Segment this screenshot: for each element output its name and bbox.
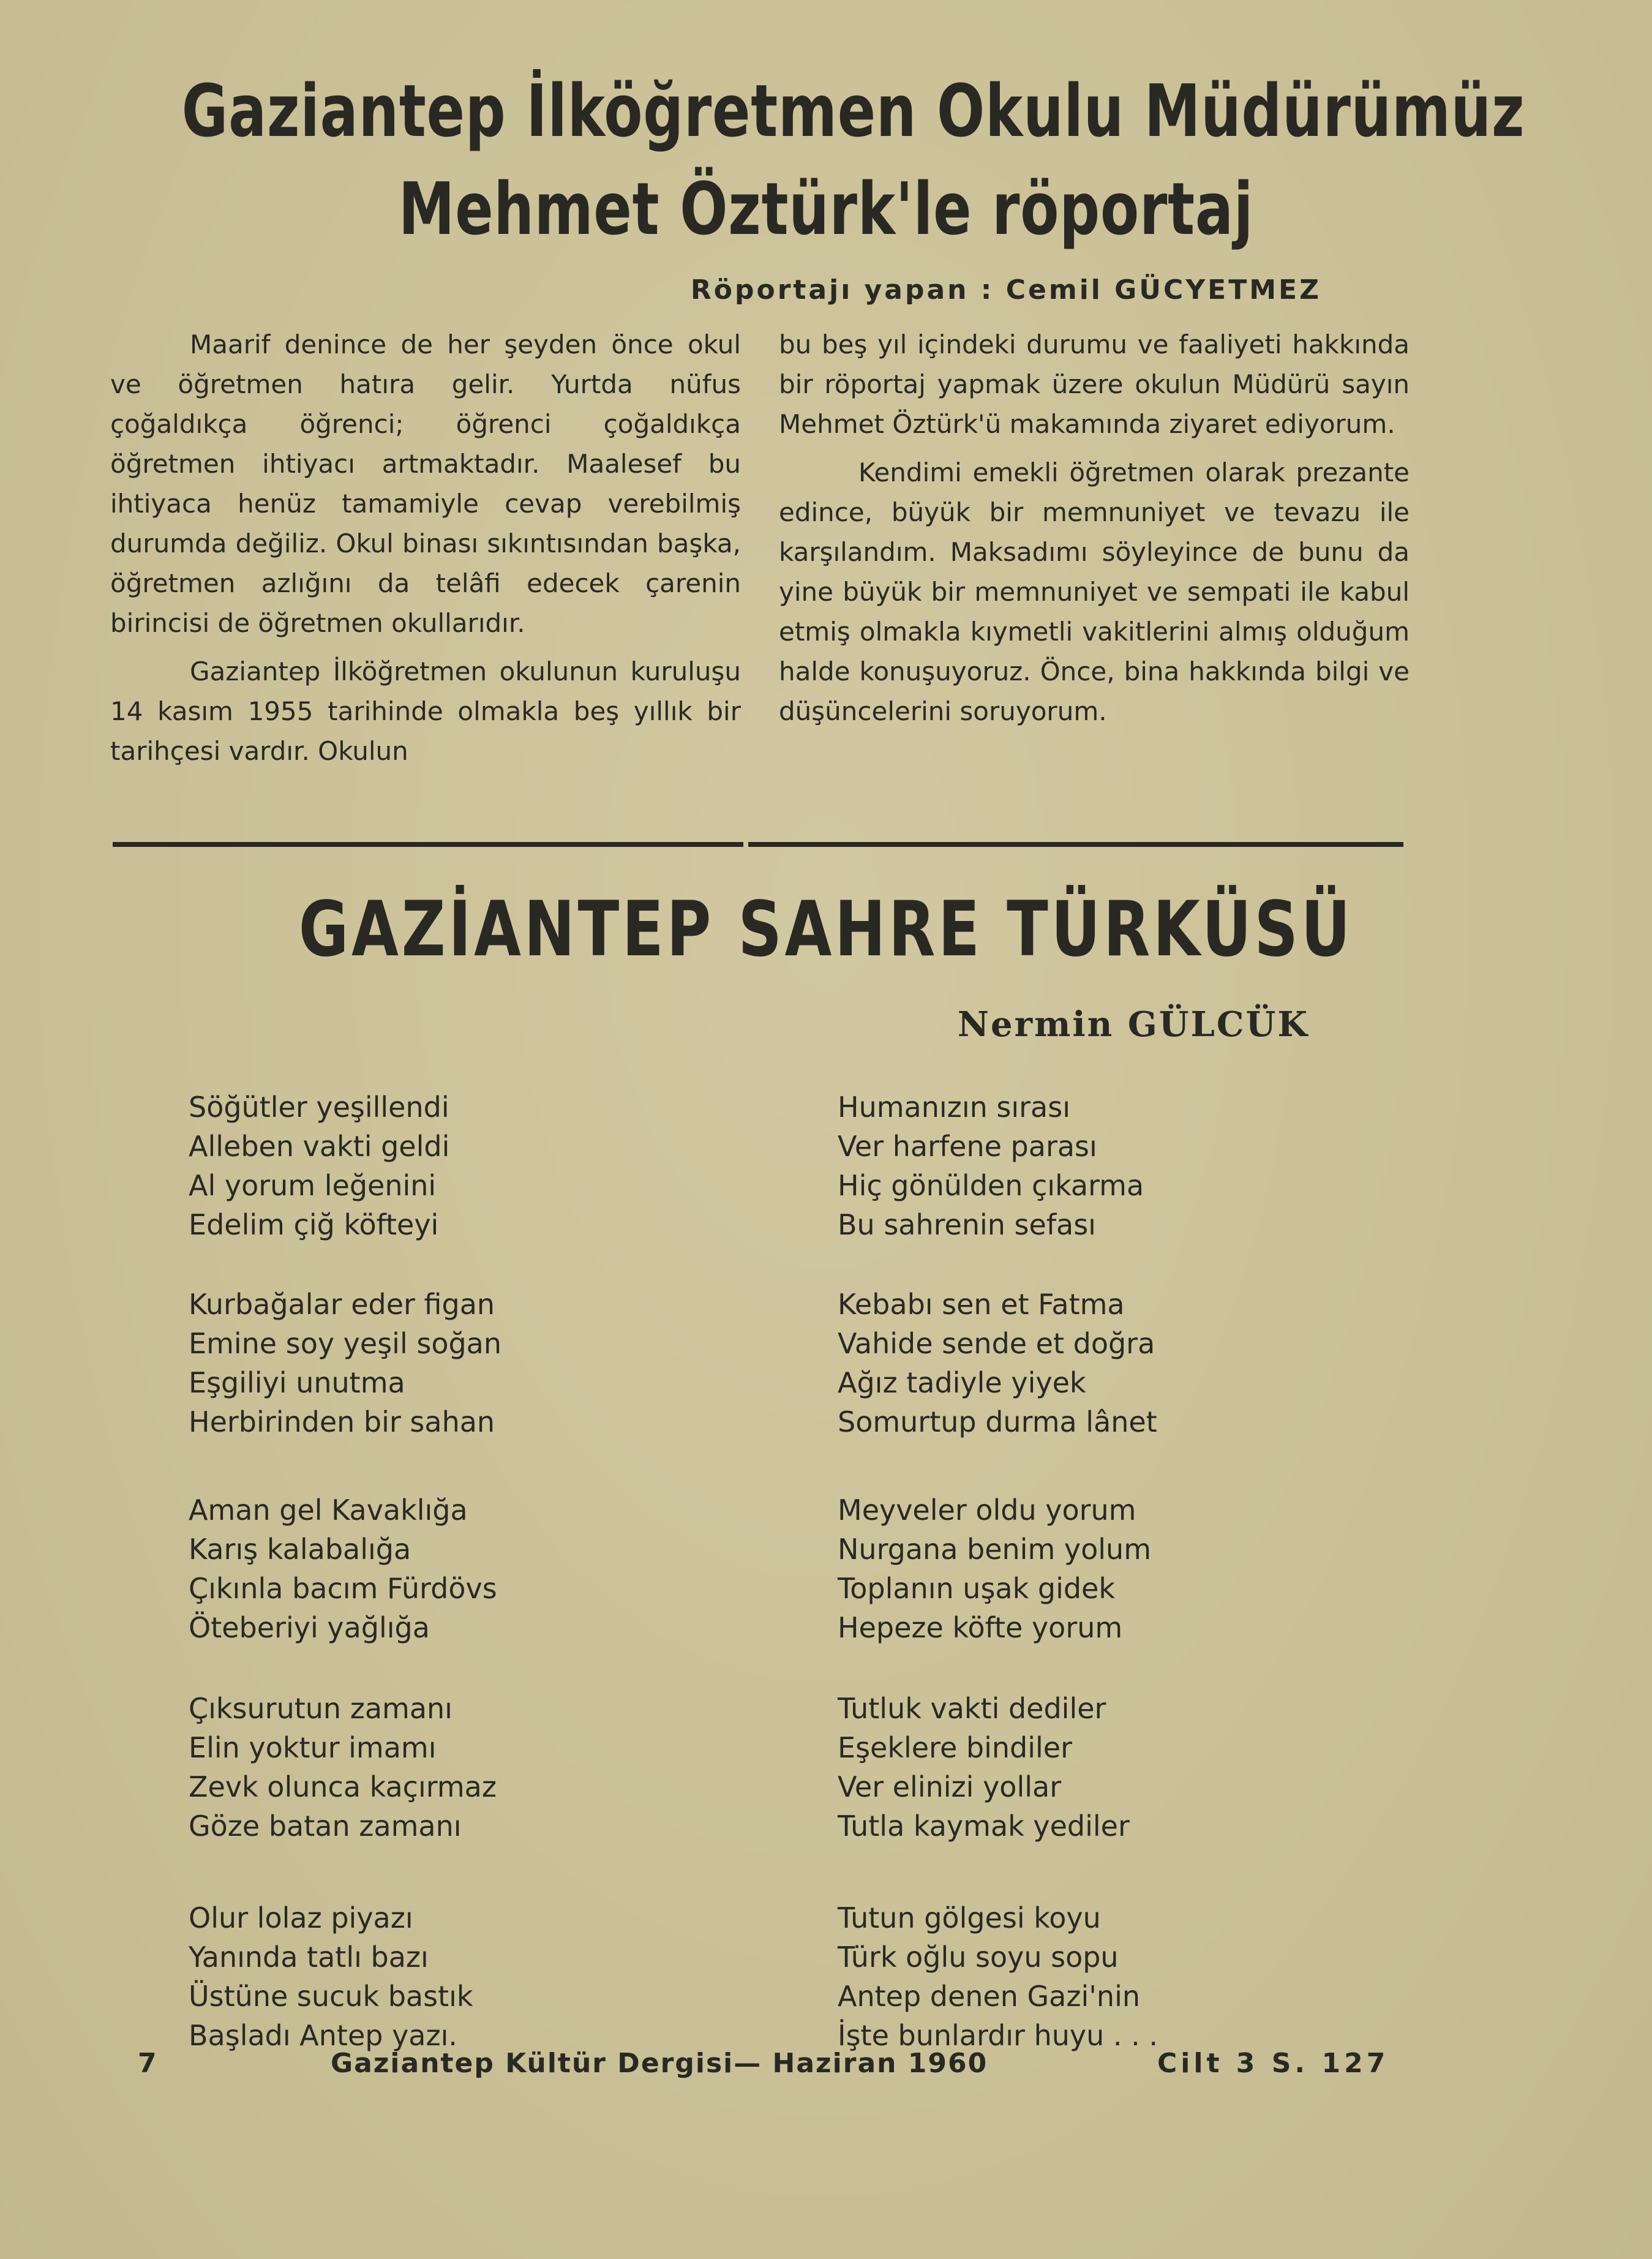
poem-line: Meyveler oldu yorum	[838, 1494, 1136, 1527]
poem-line: Al yorum leğenini	[189, 1169, 437, 1202]
article-byline: Röportajı yapan : Cemil GÜCYETMEZ	[690, 274, 1321, 306]
poem-stanza	[189, 1689, 740, 1846]
article-paragraph: Maarif denince de her şeyden önce okul ve öğretmen hatıra gelir. Yurtda nüfus çoğaldıkça öğrenci; öğrenci çoğaldıkça öğretmen ihtiyacı artmaktadır. Maalesef bu ihtiyaca henüz tamamiyle cevap verebilmiş durumda değiliz. Okul binası sıkıntısından başka, öğretmen azlığını da telâfi edecek çarenin birincisi de öğretmen okullarıdır.	[110, 329, 741, 638]
poem-line: Türk oğlu soyu sopu	[838, 1941, 1119, 1974]
volume-number: Cilt 3 S. 127	[1157, 2048, 1389, 2079]
poem-line: Eşgiliyi unutma	[189, 1366, 405, 1399]
poem-line: Ver harfene parası	[838, 1130, 1097, 1163]
poem-line: Başladı Antep yazı.	[189, 2019, 458, 2052]
poem-line: Eşeklere bindiler	[838, 1731, 1072, 1764]
poem-line: Edelim çiğ köfteyi	[189, 1208, 439, 1241]
poem-stanza	[189, 1898, 740, 2055]
poem-line: Toplanın uşak gidek	[838, 1572, 1115, 1605]
poem-stanza	[838, 1285, 1389, 1441]
article-title-line-1: Gaziantep İlköğretmen Okulu Müdürümüz	[181, 69, 1525, 153]
poem-line: Karış kalabalığa	[189, 1533, 411, 1566]
poem-line: Herbirinden bir sahan	[189, 1405, 495, 1438]
poem-stanza	[189, 1285, 740, 1441]
poem-stanza	[838, 1490, 1389, 1647]
poem-line: Zevk olunca kaçırmaz	[189, 1770, 497, 1803]
poem-line: Tutun gölgesi koyu	[838, 1901, 1101, 1934]
poem-line: Tutluk vakti dediler	[838, 1692, 1106, 1725]
poem-stanza	[838, 1088, 1389, 1244]
poem-line: Alleben vakti geldi	[189, 1130, 450, 1163]
poem-line: Aman gel Kavaklığa	[189, 1494, 468, 1527]
poem-line: Elin yoktur imamı	[189, 1731, 437, 1764]
section-divider-left	[113, 842, 743, 847]
poem-line: Nurgana benim yolum	[838, 1533, 1151, 1566]
poem-line: Göze batan zamanı	[189, 1810, 462, 1843]
poem-line: Çıkınla bacım Fürdövs	[189, 1572, 497, 1605]
article-title-line-2: Mehmet Öztürk'le röportaj	[398, 167, 1254, 251]
magazine-issue: Gaziantep Kültür Dergisi— Haziran 1960	[331, 2048, 988, 2079]
poem-line: Olur lolaz piyazı	[189, 1901, 413, 1934]
poem-title: GAZİANTEP SAHRE TÜRKÜSÜ	[298, 885, 1354, 974]
poem-line: Vahide sende et doğra	[838, 1327, 1155, 1360]
article-paragraph: Kendimi emekli öğretmen olarak prezante edince, büyük bir memnuniyet ve tevazu ile karşılandım. Maksadımı söyleyince de bunu da yine büyük bir memnuniyet ve sempati ile kabul etmiş olmakla kıymetli vakitlerini almış olduğum halde konuşuyoruz. Önce, bina hakkında bilgi ve düşüncelerini soruyorum.	[779, 457, 1410, 726]
poem-line: Yanında tatlı bazı	[189, 1941, 429, 1974]
poem-line: Kebabı sen et Fatma	[838, 1288, 1125, 1321]
poem-line: Bu sahrenin sefası	[838, 1208, 1096, 1241]
article-paragraph: Gaziantep İlköğretmen okulunun kuruluşu 14 kasım 1955 tarihinde olmakla beş yıllık bir tarihçesi vardır. Okulun	[110, 656, 741, 766]
poem-line: Antep denen Gazi'nin	[838, 1980, 1141, 2013]
section-divider-right	[748, 842, 1403, 847]
poem-stanza	[838, 1689, 1389, 1846]
poem-stanza	[838, 1898, 1389, 2055]
article-paragraph: bu beş yıl içindeki durumu ve faaliyeti hakkında bir röportaj yapmak üzere okulun Müdürü sayın Mehmet Öztürk'ü makamında ziyaret ediyorum.	[779, 329, 1410, 439]
poem-line: Öteberiyi yağlığa	[189, 1611, 430, 1644]
poem-line: Hepeze köfte yorum	[838, 1611, 1123, 1644]
poem-stanza	[189, 1490, 740, 1647]
poem-stanza	[189, 1088, 740, 1244]
poem-line: Hiç gönülden çıkarma	[838, 1169, 1144, 1202]
article-left-column	[110, 325, 741, 780]
poem-line: Humanızın sırası	[838, 1091, 1070, 1124]
poem-line: Söğütler yeşillendi	[189, 1091, 449, 1124]
poem-line: Ağız tadiyle yiyek	[838, 1366, 1086, 1399]
poem-line: Tutla kaymak yediler	[838, 1810, 1130, 1843]
poem-line: Üstüne sucuk bastık	[189, 1980, 473, 2013]
page-number: 7	[138, 2048, 158, 2079]
poem-author: Nermin GÜLCÜK	[957, 1004, 1309, 1045]
poem-line: Ver elinizi yollar	[838, 1770, 1062, 1803]
poem-line: Çıksurutun zamanı	[189, 1692, 452, 1725]
poem-line: Emine soy yeşil soğan	[189, 1327, 502, 1360]
article-right-column	[779, 325, 1410, 740]
poem-line: İşte bunlardır huyu . . .	[838, 2019, 1158, 2052]
poem-line: Somurtup durma lânet	[838, 1405, 1157, 1438]
poem-line: Kurbağalar eder figan	[189, 1288, 495, 1321]
